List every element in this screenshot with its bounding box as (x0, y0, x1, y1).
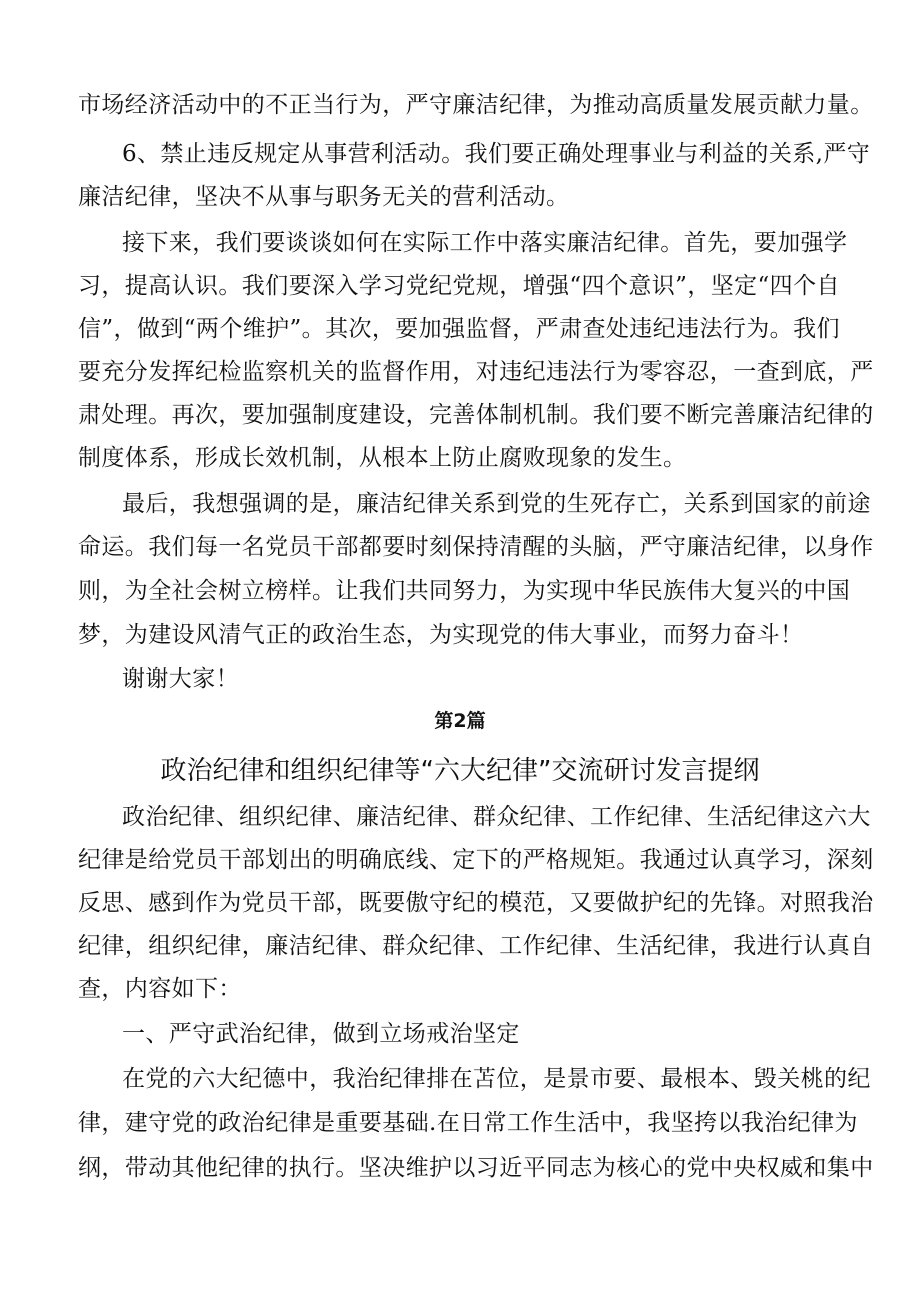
paragraph-line: 市场经济活动中的不正当行为，严守廉洁纪律，为推动高质量发展贡献力量。 (78, 92, 874, 118)
paragraph-line: 制度体系，形成长效机制，从根本上防止腐败现象的发生。 (78, 445, 687, 471)
paragraph-line: 政治纪律、组织纪律、廉洁纪律、群众纪律、工作纪律、生活纪律这六大 (122, 804, 871, 830)
paragraph-line: 信”，做到“两个维护”。其次，要加强监督，严肃查处违纪违法行为。我们 (78, 316, 840, 342)
closing-line: 谢谢大家！ (122, 666, 239, 692)
paragraph-line: 肃处理。再次，要加强制度建设，完善体制机制。我们要不断完善廉洁纪律的 (78, 402, 874, 428)
paragraph-line: 律，建守党的政治纪律是重要基础.在日常工作生活中，我坚挎以我治纪律为 (78, 1110, 858, 1136)
paragraph-line: 在党的六大纪德中，我治纪律排在苫位，是景市要、最根本、毁关桃的纪 (122, 1066, 871, 1092)
section-number: 第2篇 (434, 710, 486, 732)
subheading: 一、严守武治纪律，做到立场戒治坚定 (122, 1021, 520, 1047)
paragraph-line: 6、禁止违反规定从事营利活动。我们要正确处理事业与利益的关系,严守 (122, 141, 871, 167)
paragraph-line: 纪律是给党员干部划出的明确底线、定下的严格规矩。我通过认真学习，深刻 (78, 847, 874, 873)
paragraph-line: 廉洁纪律，坚决不从事与职务无关的营利活动。 (78, 184, 570, 210)
paragraph-line: 反思、感到作为党员干部，既要傲守纪的模范，又要做护纪的先锋。对照我治 (78, 890, 874, 916)
paragraph-line: 要充分发挥纪检监察机关的监督作用，对违纪违法行为零容忍，一查到底，严 (78, 359, 874, 385)
paragraph-line: 命运。我们每一名党员干部都要时刻保持清醒的头脑，严守廉洁纪律，以身作 (78, 534, 874, 560)
paragraph-line: 纲，带动其他纪律的执行。坚决维护以习近平同志为核心的党中央权威和集中 (78, 1155, 874, 1181)
paragraph-line: 纪律，组织纪律，廉洁纪律、群众纪律、工作纪律、生活纪律，我进行认真自 (78, 933, 874, 959)
paragraph-line: 则，为全社会树立榜样。让我们共同努力，为实现中华民族伟大复兴的中国 (78, 578, 851, 604)
paragraph-line: 梦，为建设风清气正的政治生态，为实现党的伟大事业，而努力奋斗！ (78, 622, 804, 648)
section-title: 政治纪律和组织纪律等“六大纪律”交流研讨发言提纲 (160, 756, 760, 786)
paragraph-line: 接下来，我们要谈谈如何在实际工作中落实廉洁纪律。首先，要加强学 (122, 230, 848, 256)
paragraph-line: 查，内容如下： (78, 976, 242, 1002)
paragraph-line: 最后，我想强调的是，廉洁纪律关系到党的生死存亡，关系到国家的前途 (122, 491, 871, 517)
paragraph-line: 习，提高认识。我们要深入学习党纪党规，增强“四个意识”，坚定“四个自 (78, 273, 840, 299)
